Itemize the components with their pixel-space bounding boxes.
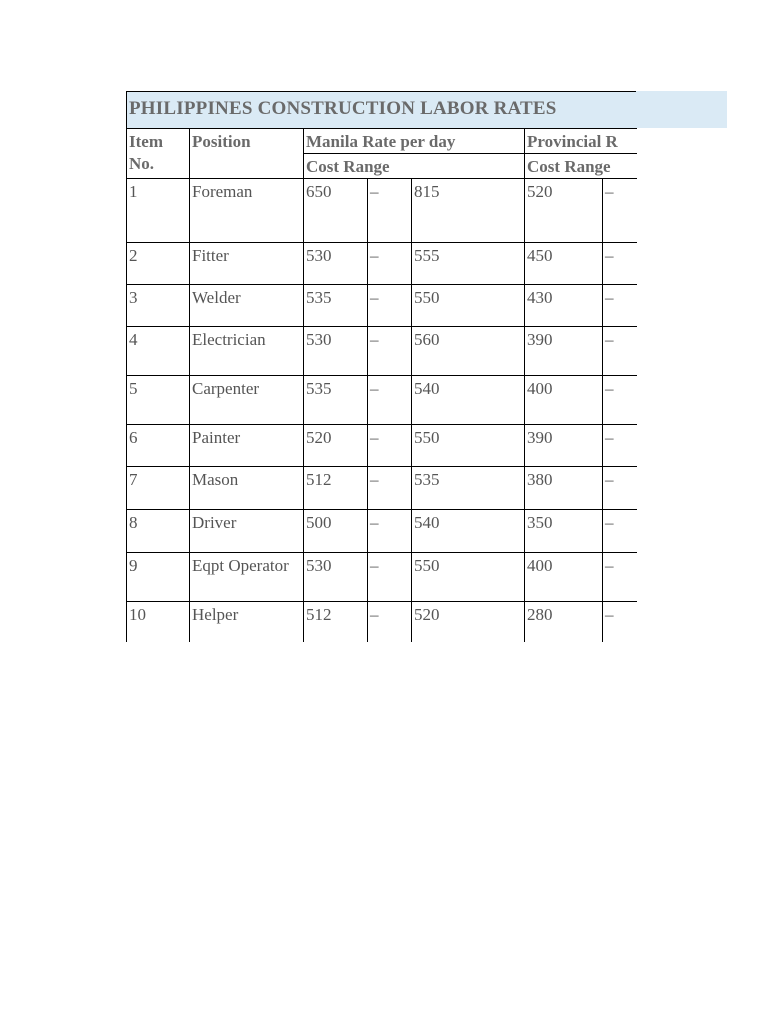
header-row-1 [127, 129, 638, 154]
header-provincial-rate: Provincial R [525, 129, 637, 154]
cell-provincial-low: 400 [525, 376, 603, 425]
header-provincial-cost-range: Cost Range [525, 154, 637, 179]
cell-provincial-dash: – [603, 602, 637, 643]
cell-manila-dash: – [368, 467, 412, 510]
cell-position: Painter [190, 425, 304, 467]
cell-manila-dash: – [368, 327, 412, 376]
cell-item-no: 5 [127, 376, 190, 425]
cell-item-no: 6 [127, 425, 190, 467]
table-row [127, 510, 638, 553]
cell-manila-low: 512 [304, 602, 368, 643]
cell-item-no: 1 [127, 179, 190, 243]
header-manila-cost-range: Cost Range [304, 154, 525, 179]
cell-item-no: 2 [127, 243, 190, 285]
cell-manila-high: 550 [412, 285, 525, 327]
cell-provincial-low: 430 [525, 285, 603, 327]
cell-position: Eqpt Operator [190, 553, 304, 602]
cell-manila-low: 500 [304, 510, 368, 553]
cell-position: Fitter [190, 243, 304, 285]
cell-manila-dash: – [368, 376, 412, 425]
cell-item-no: 8 [127, 510, 190, 553]
cell-manila-dash: – [368, 510, 412, 553]
header-manila-rate: Manila Rate per day [304, 129, 525, 154]
cell-manila-high: 560 [412, 327, 525, 376]
cell-provincial-low: 520 [525, 179, 603, 243]
table-row [127, 602, 638, 643]
cell-manila-low: 530 [304, 553, 368, 602]
table-row [127, 467, 638, 510]
cell-manila-high: 520 [412, 602, 525, 643]
table-row [127, 179, 638, 243]
cell-manila-high: 550 [412, 553, 525, 602]
cell-position: Welder [190, 285, 304, 327]
cell-position: Foreman [190, 179, 304, 243]
cell-manila-low: 520 [304, 425, 368, 467]
table-viewport [126, 128, 637, 642]
cell-manila-low: 535 [304, 285, 368, 327]
labor-rates-table [126, 128, 637, 642]
cell-provincial-dash: – [603, 553, 637, 602]
cell-position: Carpenter [190, 376, 304, 425]
cell-manila-dash: – [368, 425, 412, 467]
cell-manila-high: 540 [412, 376, 525, 425]
table-row [127, 243, 638, 285]
cell-manila-low: 535 [304, 376, 368, 425]
cell-manila-dash: – [368, 179, 412, 243]
cell-manila-low: 530 [304, 243, 368, 285]
cell-position: Electrician [190, 327, 304, 376]
cell-provincial-low: 450 [525, 243, 603, 285]
header-position: Position [190, 129, 304, 179]
cell-manila-high: 550 [412, 425, 525, 467]
cell-provincial-low: 380 [525, 467, 603, 510]
cell-manila-low: 512 [304, 467, 368, 510]
cell-provincial-dash: – [603, 285, 637, 327]
cell-provincial-dash: – [603, 243, 637, 285]
table-row [127, 285, 638, 327]
cell-manila-high: 535 [412, 467, 525, 510]
cell-manila-low: 530 [304, 327, 368, 376]
table-row [127, 376, 638, 425]
cell-manila-dash: – [368, 602, 412, 643]
cell-provincial-low: 390 [525, 425, 603, 467]
table-row [127, 327, 638, 376]
cell-manila-dash: – [368, 243, 412, 285]
cell-manila-high: 555 [412, 243, 525, 285]
table-title: PHILIPPINES CONSTRUCTION LABOR RATES [129, 98, 557, 119]
cell-position: Helper [190, 602, 304, 643]
table-row [127, 553, 638, 602]
cell-item-no: 10 [127, 602, 190, 643]
cell-manila-low: 650 [304, 179, 368, 243]
cell-provincial-dash: – [603, 425, 637, 467]
cell-item-no: 9 [127, 553, 190, 602]
cell-manila-high: 815 [412, 179, 525, 243]
cell-provincial-low: 350 [525, 510, 603, 553]
cell-position: Mason [190, 467, 304, 510]
cell-provincial-low: 280 [525, 602, 603, 643]
cell-item-no: 7 [127, 467, 190, 510]
cell-provincial-low: 400 [525, 553, 603, 602]
cell-provincial-dash: – [603, 327, 637, 376]
cell-manila-dash: – [368, 553, 412, 602]
cell-provincial-dash: – [603, 376, 637, 425]
header-item-no: Item No. [127, 129, 190, 179]
cell-provincial-low: 390 [525, 327, 603, 376]
cell-provincial-dash: – [603, 510, 637, 553]
cell-item-no: 4 [127, 327, 190, 376]
cell-manila-high: 540 [412, 510, 525, 553]
cell-item-no: 3 [127, 285, 190, 327]
table-row [127, 425, 638, 467]
cell-position: Driver [190, 510, 304, 553]
cell-provincial-dash: – [603, 179, 637, 243]
cell-manila-dash: – [368, 285, 412, 327]
cell-provincial-dash: – [603, 467, 637, 510]
